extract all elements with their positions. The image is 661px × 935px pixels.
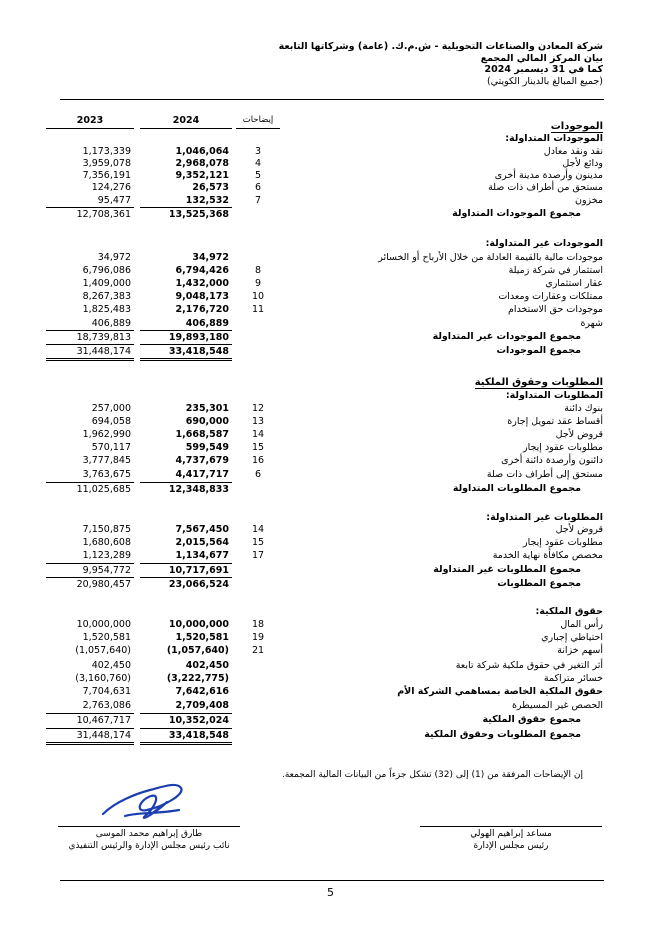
row-label: قروض لأجل <box>555 524 603 535</box>
row-note: 11 <box>251 304 265 315</box>
value-2024: (3,222,775) <box>166 673 229 684</box>
table-row <box>0 699 661 712</box>
row-label: المطلوبات غير المتداولة: <box>486 512 603 523</box>
value-2024: 9,048,173 <box>175 291 229 302</box>
row-label: خسائر متراكمة <box>543 673 603 684</box>
section-heading: المطلوبات وحقوق الملكية <box>474 377 603 388</box>
value-2023: 9,954,772 <box>46 563 134 577</box>
value-2023: 20,980,457 <box>46 577 134 591</box>
row-label: مجموع المطلوبات غير المتداولة <box>433 564 581 575</box>
value-2024: 19,893,180 <box>140 330 232 344</box>
row-label: استثمار في شركة زميلة <box>508 265 603 276</box>
value-2023: 1,123,289 <box>82 550 131 561</box>
footer-rule <box>60 880 604 881</box>
value-2024: 406,889 <box>185 318 229 329</box>
row-label: الحصص غير المسيطرة <box>511 700 603 711</box>
table-row <box>0 728 661 741</box>
value-2023: 406,889 <box>91 318 131 329</box>
row-label: مجموع الموجودات المتداولة <box>452 208 581 219</box>
table-row <box>0 631 661 644</box>
table-row <box>0 618 661 631</box>
right-signature-line <box>420 826 602 827</box>
value-2024: 599,549 <box>185 442 229 453</box>
value-2023: 31,448,174 <box>46 728 134 745</box>
row-note: 14 <box>251 524 265 535</box>
row-note: 6 <box>254 469 262 480</box>
value-2023: 1,825,483 <box>82 304 131 315</box>
value-2023: 1,962,990 <box>82 429 131 440</box>
row-label: احتياطي إجباري <box>541 632 603 643</box>
value-2023: 3,763,675 <box>82 469 131 480</box>
left-signatory-name: طارق إبراهيم محمد الموسى <box>95 829 203 839</box>
right-signatory-title: رئيس مجلس الإدارة <box>473 841 549 851</box>
row-label: موجودات مالية بالقيمة العادلة من خلال الأرباح أو الخسائر <box>378 252 603 263</box>
value-2023: 7,704,631 <box>82 686 131 697</box>
table-row <box>0 415 661 428</box>
table-row <box>0 330 661 343</box>
value-2024: 2,015,564 <box>175 537 229 548</box>
row-note: 3 <box>254 146 262 157</box>
value-2023: 10,000,000 <box>76 619 131 630</box>
row-label <box>243 376 603 389</box>
row-label: حقوق الملكية الخاصة بمساهمي الشركة الأم <box>397 686 603 697</box>
value-2024: 9,352,121 <box>175 170 229 181</box>
row-label: المطلوبات المتداولة: <box>505 390 603 401</box>
value-2024: 6,794,426 <box>175 265 229 276</box>
table-row <box>0 468 661 481</box>
value-2024: 1,520,581 <box>175 632 229 643</box>
row-label: بنوك دائنة <box>564 403 603 414</box>
row-note: 21 <box>251 645 265 656</box>
value-2024: 1,134,677 <box>175 550 229 561</box>
row-label: مخصص مكافأة نهاية الخدمة <box>492 550 603 561</box>
row-label: أقساط عقد تمويل إجارة <box>507 416 603 427</box>
row-note: 4 <box>254 158 262 169</box>
table-row <box>0 713 661 726</box>
value-2024: 1,668,587 <box>175 429 229 440</box>
table-row <box>0 685 661 698</box>
value-2023: 1,409,000 <box>82 278 131 289</box>
table-row <box>0 237 661 250</box>
row-label: مجموع الموجودات <box>496 345 581 356</box>
value-2023: 31,448,174 <box>46 344 134 361</box>
row-note: 7 <box>254 195 262 206</box>
value-2024: 1,432,000 <box>175 278 229 289</box>
row-note: 12 <box>251 403 265 414</box>
right-signatory-name: مساعد إبراهيم الهولي <box>470 829 552 839</box>
value-2023: (1,057,640) <box>75 645 131 656</box>
value-2023: 8,267,383 <box>82 291 131 302</box>
table-row <box>0 194 661 207</box>
value-2023: 1,173,339 <box>82 146 131 157</box>
value-2024: 12,348,833 <box>140 482 232 496</box>
table-row <box>0 454 661 467</box>
row-label: الموجودات غير المتداولة: <box>485 238 603 249</box>
value-2023: 10,467,717 <box>46 713 134 727</box>
table-row <box>0 482 661 495</box>
currency-note: (جميع المبالغ بالدينار الكويتي) <box>486 75 603 87</box>
row-label: قروض لأجل <box>555 429 603 440</box>
row-note: 5 <box>254 170 262 181</box>
notes-column-header: إيضاحات <box>242 115 274 125</box>
section-heading: الموجودات <box>550 121 603 132</box>
row-label: مستحق إلى أطراف ذات صلة <box>486 469 603 480</box>
row-label: مدينون وأرصدة مدينة أخرى <box>494 170 603 181</box>
table-row <box>0 389 661 402</box>
row-label: مجموع الموجودات غير المتداولة <box>432 331 581 342</box>
value-2023: 7,356,191 <box>82 170 131 181</box>
row-label: رأس المال <box>560 619 603 630</box>
row-label: حقوق الملكية: <box>535 606 603 617</box>
table-row <box>0 659 661 672</box>
row-label: شهرة <box>580 318 603 329</box>
table-row <box>0 264 661 277</box>
value-2024: 33,418,548 <box>140 728 232 745</box>
value-2023: 3,959,078 <box>82 158 131 169</box>
table-row <box>0 181 661 194</box>
table-row <box>0 132 661 145</box>
row-label: مطلوبات عقود إيجار <box>523 537 603 548</box>
table-row <box>0 402 661 415</box>
table-row <box>0 549 661 562</box>
row-note: 19 <box>251 632 265 643</box>
year-2023-column-header: 2023 <box>76 115 104 126</box>
value-2023: 694,058 <box>91 416 131 427</box>
row-note: 14 <box>251 429 265 440</box>
value-2024: 4,737,679 <box>175 455 229 466</box>
row-note: 13 <box>251 416 265 427</box>
table-row <box>0 536 661 549</box>
table-row <box>0 251 661 264</box>
row-label: مجموع حقوق الملكية <box>482 714 581 725</box>
row-note: 18 <box>251 619 265 630</box>
value-2024: (1,057,640) <box>166 645 229 656</box>
value-2024: 402,450 <box>185 660 229 671</box>
right-signatory <box>420 828 602 852</box>
table-row <box>0 644 661 657</box>
table-row <box>0 303 661 316</box>
left-signatory-title: نائب رئيس مجلس الإدارة والرئيس التنفيذي <box>68 841 230 851</box>
row-label: مستحق من أطراف ذات صلة <box>488 182 603 193</box>
value-2024: 132,532 <box>185 195 229 206</box>
value-2024: 13,525,368 <box>140 207 232 221</box>
row-note: 6 <box>254 182 262 193</box>
row-note: 15 <box>251 537 265 548</box>
row-note: 16 <box>251 455 265 466</box>
value-2024: 4,417,717 <box>175 469 229 480</box>
row-label: مطلوبات عقود إيجار <box>523 442 603 453</box>
table-row <box>0 441 661 454</box>
table-row <box>0 563 661 576</box>
row-label: أثر التغير في حقوق ملكية شركة تابعة <box>455 660 603 671</box>
row-note: 17 <box>251 550 265 561</box>
value-2024: 7,642,616 <box>175 686 229 697</box>
statement-title: بيان المركز المالي المجمع <box>480 52 603 64</box>
header-rule <box>60 99 604 100</box>
value-2024: 2,176,720 <box>175 304 229 315</box>
value-2023: 18,739,813 <box>46 330 134 344</box>
row-label: ممتلكات وعقارات ومعدات <box>498 291 603 302</box>
value-2024: 10,352,024 <box>140 713 232 727</box>
value-2023: 2,763,086 <box>82 700 131 711</box>
table-row <box>0 577 661 590</box>
value-2024: 10,717,691 <box>140 563 232 577</box>
value-2023: 257,000 <box>91 403 131 414</box>
table-row <box>0 290 661 303</box>
table-row <box>0 277 661 290</box>
table-row <box>0 428 661 441</box>
value-2024: 235,301 <box>185 403 229 414</box>
row-label: أسهم خزانة <box>557 645 603 656</box>
row-note: 9 <box>254 278 262 289</box>
row-note: 8 <box>254 265 262 276</box>
value-2024: 26,573 <box>192 182 229 193</box>
row-label: الموجودات المتداولة: <box>505 133 603 144</box>
row-label: موجودات حق الاستخدام <box>508 304 603 315</box>
value-2024: 34,972 <box>192 252 229 263</box>
value-2023: 1,520,581 <box>82 632 131 643</box>
company-name: شركة المعادن والصناعات التحويلية - ش.م.ك. (عامة) وشركاتها التابعة <box>278 41 603 52</box>
statement-date: كما في 31 ديسمبر 2024 <box>484 64 603 75</box>
value-2024: 10,000,000 <box>168 619 229 630</box>
value-2024: 2,709,408 <box>175 700 229 711</box>
value-2024: 7,567,450 <box>175 524 229 535</box>
value-2023: 3,777,845 <box>82 455 131 466</box>
row-label: دائنون وأرصدة دائنة أخرى <box>501 455 603 466</box>
value-2023: 570,117 <box>91 442 131 453</box>
value-2023: 124,276 <box>91 182 131 193</box>
value-2024: 2,968,078 <box>175 158 229 169</box>
table-row <box>0 523 661 536</box>
value-2023: 402,450 <box>91 660 131 671</box>
value-2023: 12,708,361 <box>46 207 134 221</box>
document-header <box>43 41 603 87</box>
value-2023: 34,972 <box>97 252 131 263</box>
table-row <box>0 605 661 618</box>
row-label: مجموع المطلوبات وحقوق الملكية <box>424 729 581 740</box>
table-row <box>0 344 661 357</box>
row-label: ودائع لأجل <box>562 158 603 169</box>
table-row <box>0 317 661 330</box>
value-2023: 1,680,608 <box>82 537 131 548</box>
value-2024: 690,000 <box>185 416 229 427</box>
table-row <box>0 376 661 389</box>
row-note: 10 <box>251 291 265 302</box>
value-2023: 7,150,875 <box>82 524 131 535</box>
footnote: إن الإيضاحات المرفقة من (1) إلى (32) تشكل جزءاً من البيانات المالية المجمعة. <box>281 770 583 780</box>
row-note: 15 <box>251 442 265 453</box>
value-2023: (3,160,760) <box>75 673 131 684</box>
year-2024-column-header: 2024 <box>172 115 200 126</box>
value-2023: 6,796,086 <box>82 265 131 276</box>
row-label: عقار استثماري <box>545 278 603 289</box>
row-label: مجموع المطلوبات <box>497 578 581 589</box>
page-number: 5 <box>327 886 334 899</box>
table-row <box>0 672 661 685</box>
value-2023: 11,025,685 <box>46 482 134 496</box>
value-2024: 33,418,548 <box>140 344 232 361</box>
signature-icon <box>95 772 190 832</box>
value-2023: 95,477 <box>97 195 131 206</box>
value-2024: 23,066,524 <box>140 577 232 591</box>
table-row <box>0 207 661 220</box>
row-label: مجموع المطلوبات المتداولة <box>452 483 581 494</box>
row-label: مخزون <box>574 195 603 206</box>
row-label: نقد ونقد معادل <box>543 146 603 157</box>
left-signature-line <box>58 826 240 827</box>
value-2024: 1,046,064 <box>175 146 229 157</box>
left-signatory <box>58 828 240 852</box>
